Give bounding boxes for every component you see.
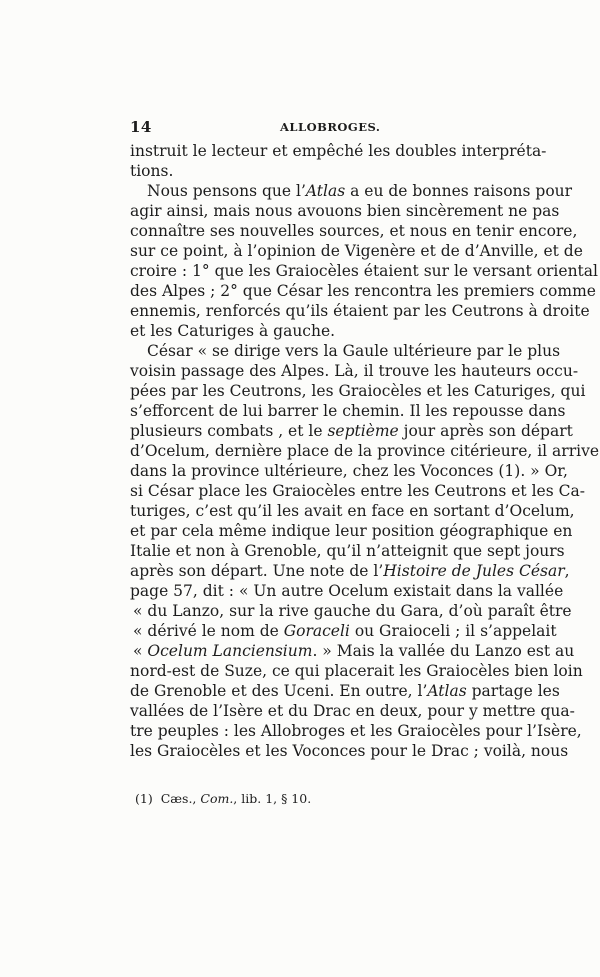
text-line: page 57, dit : « Un autre Ocelum existait dans la vallée: [130, 582, 564, 600]
text-line: connaître ses nouvelles sources, et nous en tenir encore,: [130, 222, 578, 240]
footnote: [135, 791, 311, 806]
text-line: tre peuples : les Allobroges et les Graiocèles pour l’Isère,: [130, 722, 582, 740]
text-line: plusieurs combats , et le septième jour après son départ: [130, 422, 573, 440]
text-line: d’Ocelum, dernière place de la province citérieure, il arrive: [130, 442, 600, 460]
text-line: ennemis, renforcés qu’ils étaient par les Ceutrons à droite: [130, 302, 590, 320]
text-line: voisin passage des Alpes. Là, il trouve les hauteurs occu-: [130, 362, 579, 380]
body-text: [130, 140, 600, 760]
text-line: Nous pensons que l’Atlas a eu de bonnes raisons pour: [147, 182, 573, 200]
footnote-text: Cæs., Com., lib. 1, § 10.: [160, 791, 312, 806]
text-line: croire : 1° que les Graiocèles étaient sur le versant oriental: [130, 262, 598, 280]
footnote-mark: (1): [135, 791, 153, 806]
text-line: si César place les Graiocèles entre les Ceutrons et les Ca-: [130, 482, 585, 500]
text-line: les Graiocèles et les Voconces pour le Drac ; voilà, nous: [130, 742, 569, 760]
text-line: tions.: [130, 162, 174, 180]
text-line: et par cela même indique leur position géographique en: [130, 522, 573, 540]
text-line: sur ce point, à l’opinion de Vigenère et de d’Anville, et de: [130, 242, 583, 260]
text-line: turiges, c’est qu’il les avait en face en sortant d’Ocelum,: [130, 502, 575, 520]
text-line: Italie et non à Grenoble, qu’il n’atteignit que sept jours: [130, 542, 565, 560]
text-line: vallées de l’Isère et du Drac en deux, pour y mettre qua-: [130, 702, 575, 720]
text-line: et les Caturiges à gauche.: [130, 322, 336, 340]
text-line: instruit le lecteur et empêché les doubles interpréta-: [130, 142, 547, 160]
text-line: nord-est de Suze, ce qui placerait les Graiocèles bien loin: [130, 662, 583, 680]
running-title: ALLOBROGES.: [280, 120, 381, 134]
text-line: après son départ. Une note de l’Histoire de Jules César,: [130, 562, 570, 580]
text-line: agir ainsi, mais nous avouons bien sincèrement ne pas: [130, 202, 560, 220]
text-line: César « se dirige vers la Gaule ultérieure par le plus: [147, 342, 561, 360]
text-line: « Ocelum Lanciensium. » Mais la vallée du Lanzo est au: [133, 642, 575, 660]
text-line: des Alpes ; 2° que César les rencontra les premiers comme: [130, 282, 596, 300]
text-line: pées par les Ceutrons, les Graiocèles et les Caturiges, qui: [130, 382, 586, 400]
text-line: « dérivé le nom de Goraceli ou Graioceli ; il s’appelait: [133, 622, 557, 640]
page-number: 14: [130, 118, 152, 136]
text-line: s’efforcent de lui barrer le chemin. Il les repousse dans: [130, 402, 566, 420]
text-line: « du Lanzo, sur la rive gauche du Gara, d’où paraît être: [133, 602, 572, 620]
page-header: [130, 118, 505, 138]
text-line: de Grenoble et des Uceni. En outre, l’Atlas partage les: [130, 682, 560, 700]
text-line: dans la province ultérieure, chez les Voconces (1). » Or,: [130, 462, 568, 480]
